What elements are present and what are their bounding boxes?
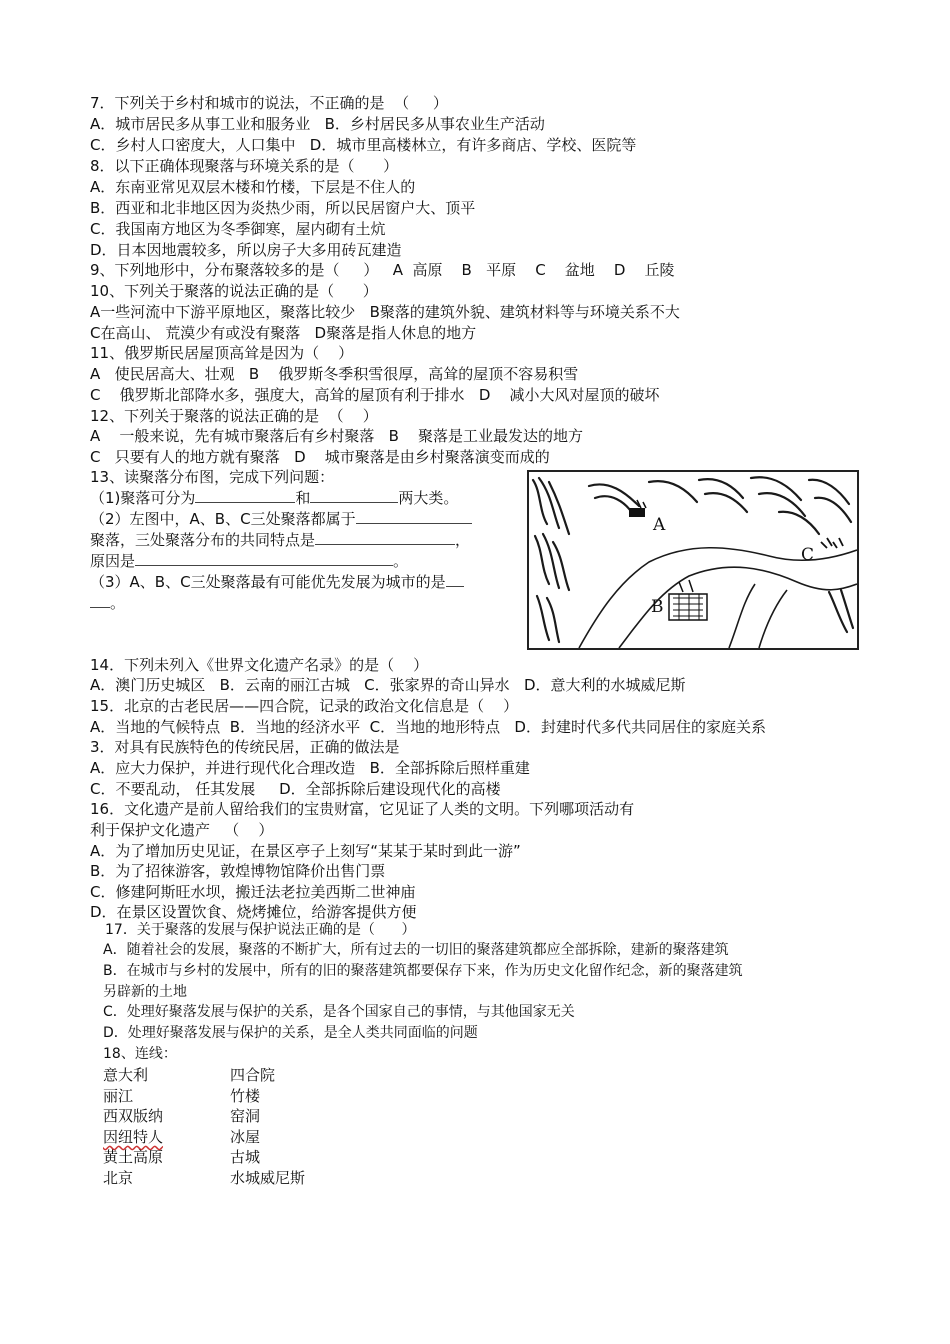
q17-option-b: B．在城市与乡村的发展中，所有的旧的聚落建筑都要保存下来，作为历史文化留作纪念，新的聚落建筑 [103,963,743,979]
q12-option-cd: C 只要有人的地方就有聚落 D 城市聚落是由乡村聚落演变而成的 [90,448,550,466]
mountain-hatch [537,596,549,640]
q16-option-b: B．为了招徕游客，敦煌博物馆降价出售门票 [90,862,386,880]
answer-blank[interactable] [90,593,110,608]
mountain-hatch [595,496,633,514]
river [579,548,857,648]
q12-stem: 12、下列关于聚落的说法正确的是 （ ） [90,407,378,425]
settlement-map-drawing [529,472,857,648]
mountain-hatch [699,479,743,498]
match-right-item: 竹楼 [230,1087,261,1105]
match-right-item: 四合院 [230,1066,276,1084]
mountain-hatch [539,478,559,528]
q8-option-b: B．西亚和北非地区因为炎热少雨，所以民居窗户大、顶平 [90,199,476,217]
q11-option-cd: C 俄罗斯北部降水多，强度大，高耸的屋顶有利于排水 D 减小大风对屋顶的破坏 [90,386,660,404]
q16-option-c: C．修建阿斯旺水坝，搬迁法老拉美西斯二世神庙 [90,883,416,901]
match-right-item: 水城威尼斯 [230,1169,306,1187]
q11-option-ab: A 使民居高大、壮观 B 俄罗斯冬季积雪很厚，高耸的屋顶不容易积雪 [90,365,579,383]
q17-option-b-cont: 另辟新的土地 [103,984,187,1000]
mountain-hatch [547,598,559,642]
q17-option-a: A．随着社会的发展，聚落的不断扩大，所有过去的一切旧的聚落建筑都应全部拆除，建新的聚落建筑 [103,942,729,958]
q9-stem: 9、下列地形中，分布聚落较多的是（ ） A 高原 B 平原 C 盆地 D 丘陵 [90,261,675,279]
match-left-item: 黄土高原 [103,1148,164,1166]
q3-option-ab: A．应大力保护，并进行现代化合理改造 B．全部拆除后照样重建 [90,759,530,777]
q14-options: A．澳门历史城区 B．云南的丽江古城 C．张家界的奇山异水 D．意大利的水城威尼斯 [90,676,686,694]
q15-options: A．当地的气候特点 B．当地的经济水平 C．当地的地形特点 D．封建时代多代共同居住的家庭关系 [90,718,766,736]
answer-blank[interactable] [310,488,398,503]
q13-part3-cont: 。 [90,593,125,613]
river [729,584,755,648]
q3-option-cd: C．不要乱动， 任其发展 D．全部拆除后建设现代化的高楼 [90,780,501,798]
q16-option-a: A．为了增加历史见证，在景区亭子上刻写“某某于某时到此一游” [90,842,521,860]
mountain-hatch [589,484,639,506]
q13-stem: 13、读聚落分布图，完成下列问题： [90,468,335,486]
settlement-a [629,500,666,535]
settlement-b [651,580,707,620]
settlement-map [527,470,859,650]
q17-stem: 17．关于聚落的发展与保护说法正确的是（ ） [105,922,416,938]
q14-stem: 14．下列未列入《世界文化遗产名录》的是（ ） [90,656,429,674]
match-right-item: 冰屋 [230,1128,261,1146]
q7-option-ab: A．城市居民多从事工业和服务业 B．乡村居民多从事农业生产活动 [90,115,545,133]
q8-stem: 8．以下正确体现聚落与环境关系的是（ ） [90,157,399,175]
q3-stem: 3．对具有民族特色的传统民居，正确的做法是 [90,738,400,756]
mountain-hatch [815,498,851,522]
q16-option-d: D．在景区设置饮食、烧烤摊位，给游客提供方便 [90,903,417,921]
match-left-item: 西双版纳 [103,1107,164,1125]
answer-blank[interactable] [135,551,393,566]
mountain-hatch [553,542,569,590]
q8-option-d: D．日本因地震较多，所以房子大多用砖瓦建造 [90,241,402,259]
q13-part2: （2）左图中，A、B、C三处聚落都属于 [90,509,472,529]
map-label: B [651,597,664,617]
map-label: C [801,545,815,565]
q10-option-ab: A一些河流中下游平原地区，聚落比较少 B聚落的建筑外貌、建筑材料等与环境关系不大 [90,303,680,321]
q18-stem: 18、连线： [103,1046,177,1062]
mountain-hatch [649,481,697,502]
match-left-item: 意大利 [103,1066,149,1084]
q8-option-a: A．东南亚常见双层木楼和竹楼，下层是不住人的 [90,178,416,196]
mountain-hatch [543,534,559,588]
q12-option-ab: A 一般来说，先有城市聚落后有乡村聚落 B 聚落是工业最发达的地方 [90,427,584,445]
q17-option-d: D．处理好聚落发展与保护的关系，是全人类共同面临的问题 [103,1025,478,1041]
mountain-hatch [751,477,801,500]
mountain-hatch [779,512,819,534]
match-left-item: 北京 [103,1169,134,1187]
answer-blank[interactable] [356,509,472,524]
answer-blank[interactable] [315,530,455,545]
q16-stem-cont: 利于保护文化遗产 （ ） [90,821,274,839]
q8-option-c: C．我国南方地区为冬季御寒，屋内砌有土炕 [90,220,386,238]
map-label: A [653,515,666,535]
match-left-item: 因纽特人 [103,1128,164,1146]
q13-part2-cont: 聚落，三处聚落分布的共同特点是 ， [90,531,471,549]
q13-reason: 原因是 。 [90,552,409,570]
settlement-c [801,538,843,565]
q13-part3: （3）A、B、C三处聚落最有可能优先发展为城市的是 [90,572,464,592]
q11-stem: 11、俄罗斯民居屋顶高耸是因为（ ） [90,344,354,362]
q17-option-c: C．处理好聚落发展与保护的关系，是各个国家自己的事情，与其他国家无关 [103,1004,575,1020]
match-right-item: 窑洞 [230,1107,261,1125]
q10-option-cd: C在高山、 荒漠少有或没有聚落 D聚落是指人休息的地方 [90,324,477,342]
river [759,590,787,648]
answer-blank[interactable] [446,572,464,587]
q7-option-cd: C．乡村人口密度大，人口集中 D．城市里高楼林立，有许多商店、学校、医院等 [90,136,637,154]
q10-stem: 10、下列关于聚落的说法正确的是（ ） [90,282,378,300]
q7-stem: 7．下列关于乡村和城市的说法，不正确的是 （ ） [90,94,448,112]
match-left-item: 丽江 [103,1087,134,1105]
match-right-item: 古城 [230,1148,261,1166]
q15-stem: 15．北京的古老民居——四合院，记录的政治文化信息是（ ） [90,697,519,715]
q16-stem: 16．文化遗产是前人留给我们的宝贵财富，它见证了人类的文明。下列哪项活动有 [90,800,635,818]
q13-part1: （1)聚落可分为 和 两大类。 [90,489,459,507]
answer-blank[interactable] [195,488,295,503]
